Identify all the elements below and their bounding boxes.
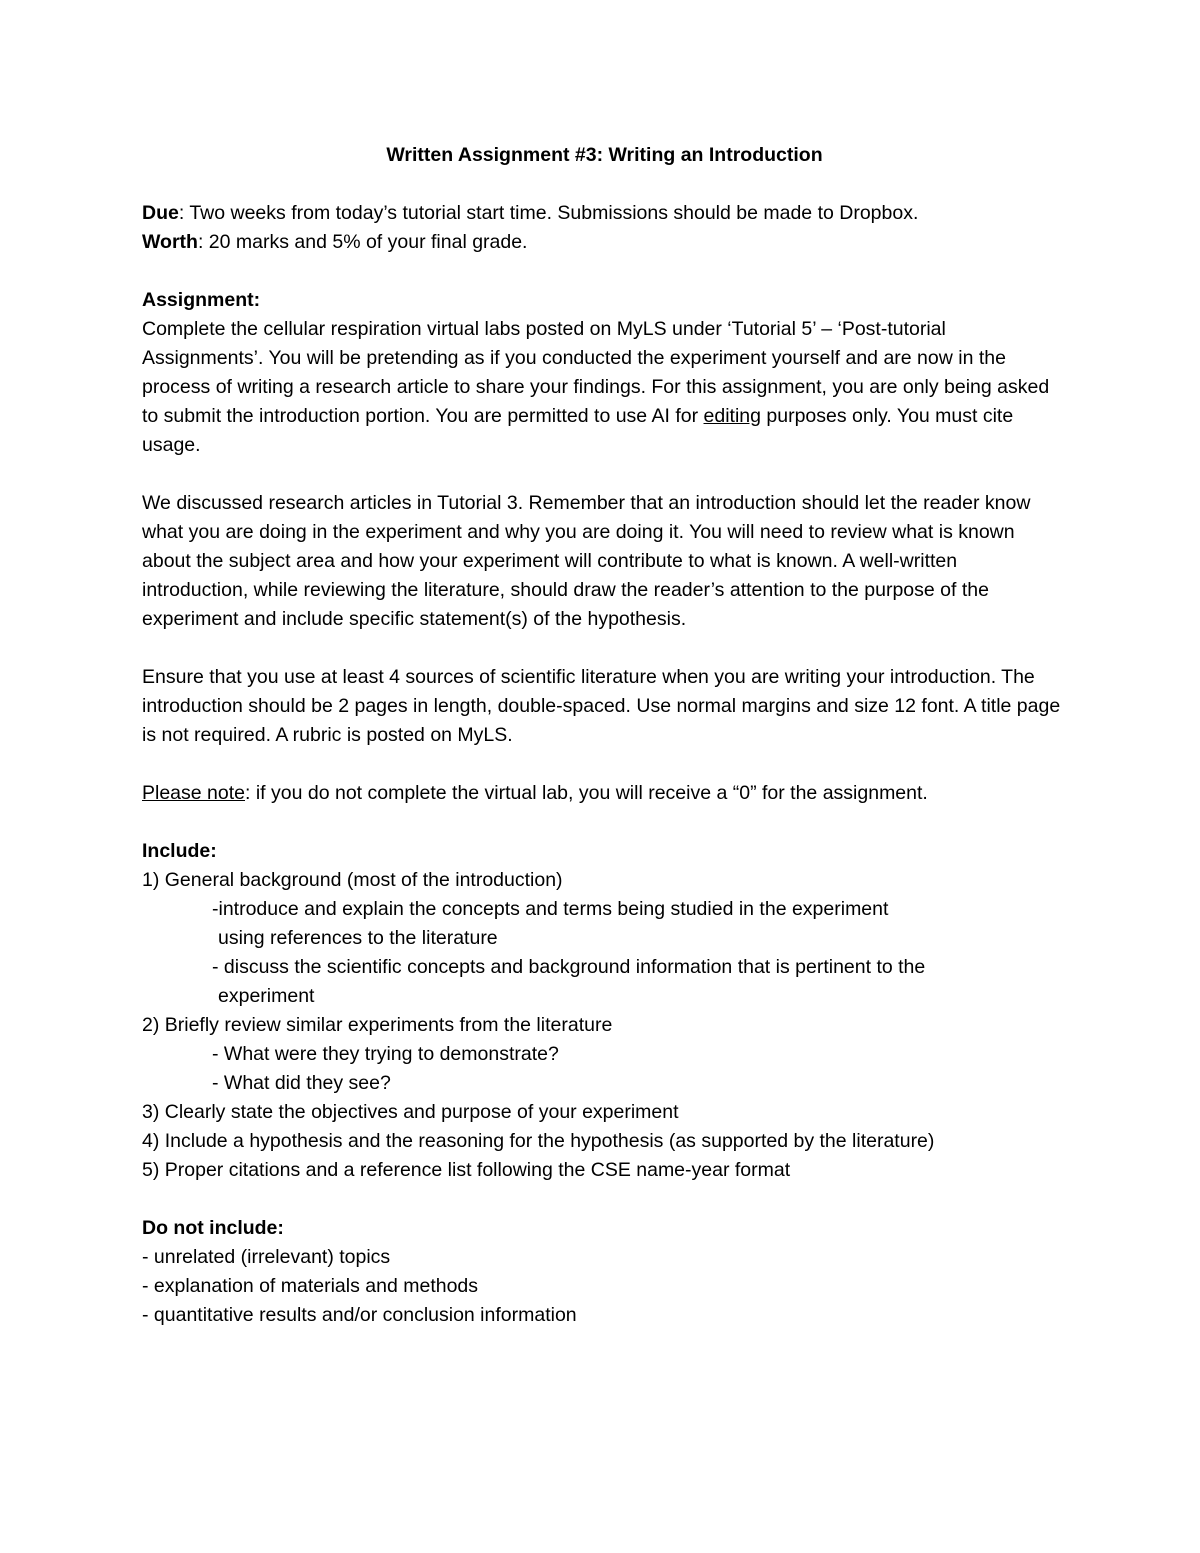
document-content (142, 141, 1067, 1330)
spacer (142, 750, 1067, 779)
worth-line (142, 228, 1067, 257)
due-label: Due (142, 202, 179, 224)
page-title: Written Assignment #3: Writing an Introduction (386, 144, 823, 166)
exclude-item-3: - quantitative results and/or conclusion information (142, 1304, 577, 1326)
include-item-5: 5) Proper citations and a reference list following the CSE name-year format (142, 1159, 791, 1181)
include-item-1: 1) General background (most of the introduction) (142, 869, 563, 891)
spacer (142, 1185, 1067, 1214)
include-item-1-sub-1b: using references to the literature (218, 927, 498, 949)
due-line (142, 199, 1067, 228)
assignment-text-part1: Complete the cellular respiration virtual labs posted on MyLS under ‘Tutorial 5’ – ‘Post-tutorial Assignments’. You will be pretending as if you conducted the experiment yourself and are now in the process of writing a research article to share your findings. For this assignment, you are only being asked to submit the introduction portion. You are permitted to use AI for (142, 318, 1050, 427)
research-articles-paragraph: We discussed research articles in Tutorial 3. Remember that an introduction should let the reader know what you are doing in the experiment and why you are doing it. You will need to review what is known about the subject area and how your experiment will contribute to what is known. A well-written introduction, while reviewing the literature, should draw the reader’s attention to the purpose of the experiment and include specific statement(s) of the hypothesis. (142, 492, 1031, 630)
note-line (142, 779, 1067, 808)
include-item-3: 3) Clearly state the objectives and purpose of your experiment (142, 1101, 679, 1123)
exclude-item-1: - unrelated (irrelevant) topics (142, 1246, 391, 1268)
include-item-1-sub-2a: - discuss the scientific concepts and background information that is pertinent to the (212, 956, 926, 978)
include-heading: Include: (142, 840, 217, 862)
assignment-text-part2: purposes only. You must cite usage. (142, 405, 1014, 456)
exclude-item-2: - explanation of materials and methods (142, 1275, 479, 1297)
worth-label: Worth (142, 231, 198, 253)
due-text: : Two weeks from today’s tutorial start time. Submissions should be made to Dropbox. (178, 202, 919, 224)
include-item-2-sub-1: - What were they trying to demonstrate? (212, 1043, 559, 1065)
note-text: : if you do not complete the virtual lab, you will receive a “0” for the assignment. (245, 782, 928, 804)
sources-paragraph: Ensure that you use at least 4 sources of scientific literature when you are writing your introduction. The introduction should be 2 pages in length, double-spaced. Use normal margins and size 12 font. A title page is not required. A rubric is posted on MyLS. (142, 666, 1061, 746)
spacer (142, 460, 1067, 489)
include-item-2: 2) Briefly review similar experiments from the literature (142, 1014, 613, 1036)
assignment-heading: Assignment: (142, 289, 261, 311)
assignment-paragraph (142, 315, 1067, 460)
worth-text: : 20 marks and 5% of your final grade. (197, 231, 528, 253)
include-item-1-sub-2b: experiment (218, 985, 315, 1007)
editing-underlined: editing (703, 405, 761, 427)
spacer (142, 257, 1067, 286)
spacer (142, 634, 1067, 663)
note-label: Please note (142, 782, 245, 804)
include-item-2-sub-2: - What did they see? (212, 1072, 391, 1094)
spacer (142, 808, 1067, 837)
exclude-heading: Do not include: (142, 1217, 284, 1239)
include-item-1-sub-1a: -introduce and explain the concepts and terms being studied in the experiment (212, 898, 889, 920)
include-item-4: 4) Include a hypothesis and the reasoning for the hypothesis (as supported by the literature) (142, 1130, 935, 1152)
